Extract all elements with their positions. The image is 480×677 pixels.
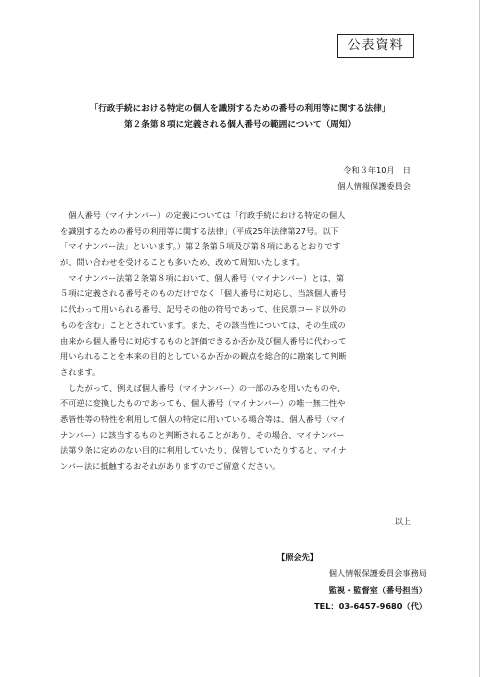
body-line: ５項に定義される番号そのものだけでなく「個人番号に対応し、当該個人番号: [60, 288, 347, 299]
body-line: ものを含む」こととされています。また、その該当性については、その生成の: [60, 319, 346, 330]
body-line: 悉皆性等の特性を利用して個人の特定に用いている場合等は、個人番号（マイ: [60, 413, 347, 424]
issuer-name: 個人情報保護委員会: [337, 181, 411, 191]
body-line: ンバー法に抵触するおそれがありますのでご留意ください。: [60, 461, 281, 471]
body-line: が、問い合わせを受けることも多いため、改めて周知いたします。: [60, 257, 305, 268]
document-body: [60, 208, 420, 475]
body-line: 「マイナンバー法」といいます。）第２条第５項及び第８項にあるとおりです: [60, 241, 341, 252]
body-line: を識別するための番号の利用等に関する法律」（平成25年法律第27号。以下: [60, 225, 339, 236]
body-line: 個人番号（マイナンバー）の定義については「行政手続における特定の個人: [60, 210, 346, 220]
body-line: 由来から個人番号に対応するものと評価できるか否か及び個人番号に代わって: [60, 335, 347, 346]
public-document-stamp: 公表資料: [337, 34, 414, 58]
closing-mark: 以上: [394, 516, 411, 526]
body-line: マイナンバー法第２条第８項において、個人番号（マイナンバー）とは、第: [60, 272, 345, 283]
contact-block: [277, 549, 427, 615]
body-line: 用いられることを本来の目的としているか否かの観点を総合的に勘案して判断: [60, 351, 347, 362]
body-line: したがって、例えば個人番号（マイナンバー）の一部のみを用いたものや、: [60, 382, 346, 393]
body-line: されます。: [60, 366, 101, 377]
body-line: 法第９条に定めのない目的に利用していたり、保管していたりすると、マイナ: [60, 445, 347, 456]
body-line: ナンバー）に該当するものと判断されることがあり、その場合、マイナンバー: [60, 429, 345, 440]
contact-division: 監視・監督室（番号担当）: [328, 584, 427, 595]
document-title-line-2: 第２条第８項に定義される個人番号の範囲について（周知）: [124, 120, 356, 130]
issue-date: 令和３年10月 日: [343, 165, 411, 175]
body-line: 不可逆に変換したものであっても、個人番号（マイナンバー）の唯一無二性や: [60, 398, 346, 409]
body-line: に代わって用いられる番号、記号その他の符号であって、住民票コード以外の: [60, 304, 347, 315]
document-title-line-1: 「行政手続における特定の個人を識別するための番号の利用等に関する法律」: [89, 104, 391, 114]
contact-office: 個人情報保護委員会事務局: [328, 568, 427, 578]
contact-phone: TEL：03-6457-9680（代）: [314, 601, 427, 611]
contact-heading: 【照会先】: [277, 552, 318, 562]
